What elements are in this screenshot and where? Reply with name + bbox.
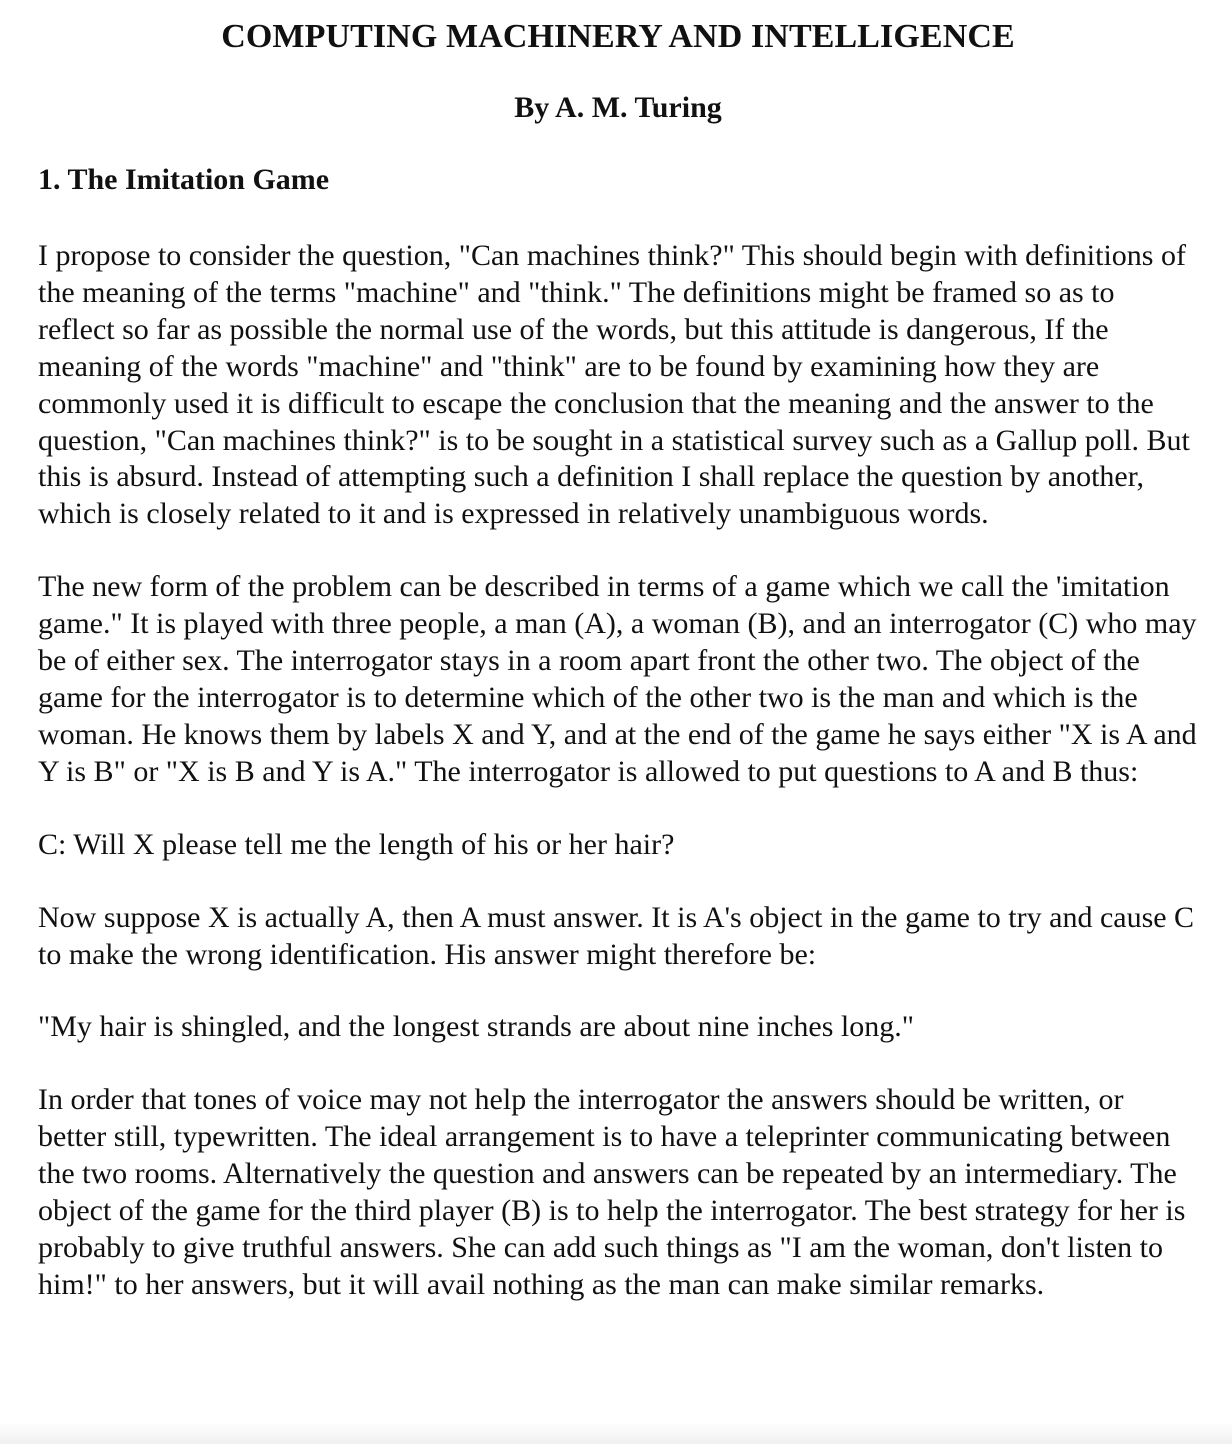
paragraph-answer-explanation: Now suppose X is actually A, then A must answer. It is A's object in the game to try and cause C to make the wrong identification. His answer might therefore be: xyxy=(38,900,1195,971)
bottom-edge-shadow xyxy=(0,1422,1232,1444)
document-title: COMPUTING MACHINERY AND INTELLIGENCE xyxy=(221,18,1015,55)
section-heading: 1. The Imitation Game xyxy=(38,163,330,196)
paragraph-teleprinter: In order that tones of voice may not help the interrogator the answers should be written, or better still, typewritten. The ideal arrangement is to have a teleprinter communicating between the two rooms. Alternatively the question and answers can be repeated by an intermediary. The object of the game for the third player (B) is to help the interrogator. The best strategy for her is probably to give truthful answers. She can add such things as "I am the woman, don't listen to him!" to her answers, but it will avail nothing as the man can make similar remarks. xyxy=(38,1083,1186,1301)
paragraph-answer-example: "My hair is shingled, and the longest strands are about nine inches long." xyxy=(38,1010,914,1044)
paragraph-question-example: C: Will X please tell me the length of his or her hair? xyxy=(38,827,675,861)
paragraph-definitions: I propose to consider the question, "Can machines think?" This should begin with definitions of the meaning of the terms "machine" and "think." The definitions might be framed so as to reflect so far as possible the normal use of the words, but this attitude is dangerous, If the meaning of the words "machine" and "think" are to be found by examining how they are commonly used it is difficult to escape the conclusion that the meaning and the answer to the question, "Can machines think?" is to be sought in a statistical survey such as a Gallup poll. But this is absurd. Instead of attempting such a definition I shall replace the question by another, which is closely related to it and is expressed in relatively unambiguous words. xyxy=(38,239,1190,531)
paragraph-imitation-game: The new form of the problem can be described in terms of a game which we call the 'imitation game." It is played with three people, a man (A), a woman (B), and an interrogator (C) who may be of either sex. The interrogator stays in a room apart front the other two. The object of the game for the interrogator is to determine which of the other two is the man and which is the woman. He knows them by labels X and Y, and at the end of the game he says either "X is A and Y is B" or "X is B and Y is A." The interrogator is allowed to put questions to A and B thus: xyxy=(38,570,1197,788)
document-author: By A. M. Turing xyxy=(514,91,722,124)
document-page xyxy=(38,14,1198,1304)
